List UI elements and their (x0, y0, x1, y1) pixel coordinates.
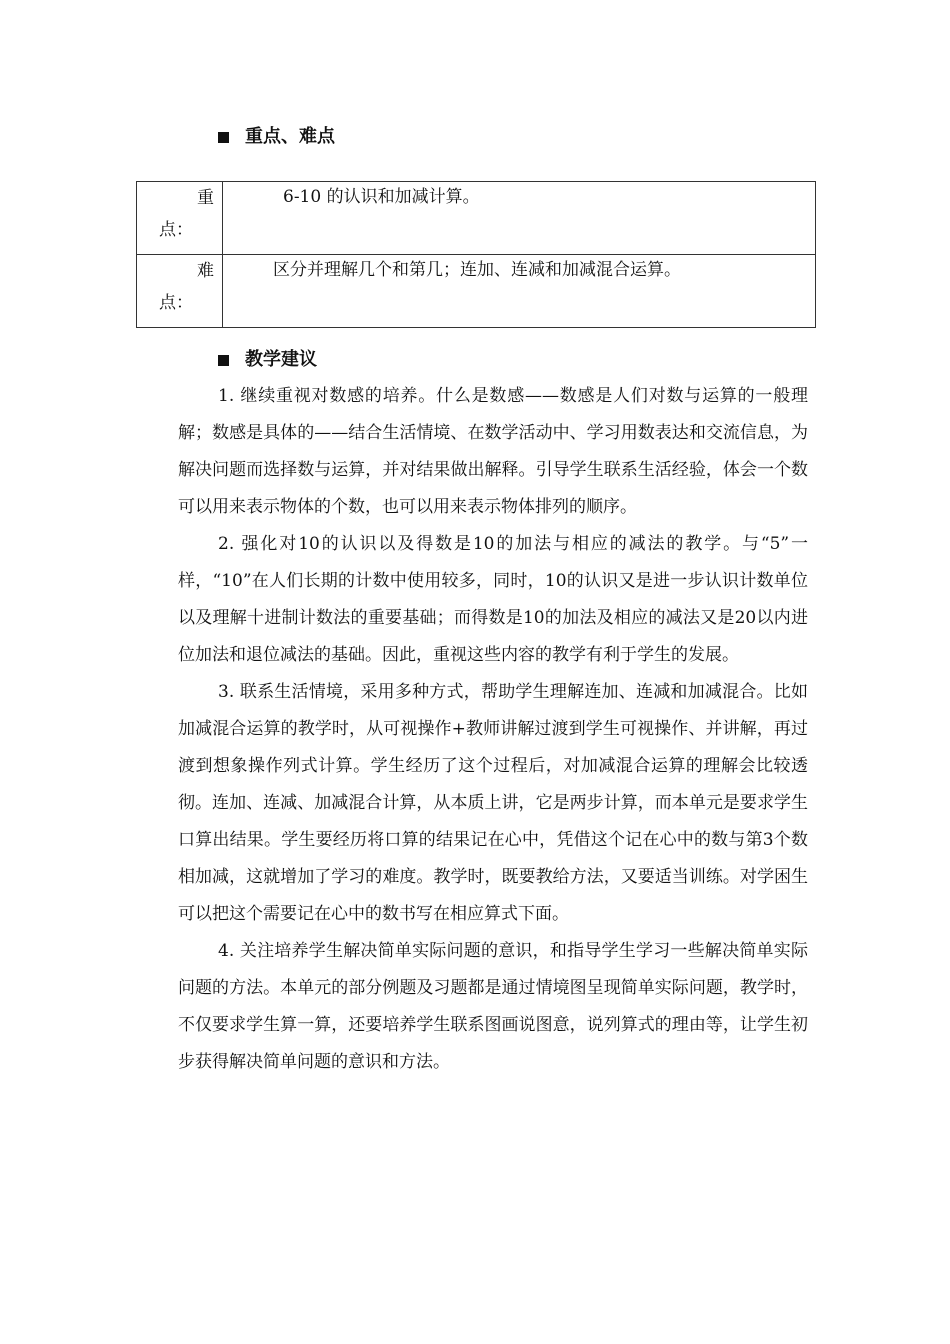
row-content: 区分并理解几个和第几；连加、连减和加减混合运算。 (223, 255, 816, 328)
paragraph: 1. 继续重视对数感的培养。什么是数感——数感是人们对数与运算的一般理解；数感是具体的——结合生活情境、在数学活动中、学习用数表达和交流信息，为解决问题而选择数与运算，并对结果做出解释。引导学生联系生活经验，体会一个数可以用来表示物体的个数，也可以用来表示物体排列的顺序。 (178, 386, 808, 517)
section-heading-text: 重点、难点 (245, 126, 335, 147)
section-heading-key-points (218, 125, 335, 149)
section-heading-text: 教学建议 (245, 349, 317, 370)
row-label: 重 点： (137, 182, 223, 255)
key-points-table (136, 181, 816, 328)
table-row (137, 255, 816, 328)
table-row (137, 182, 816, 255)
row-label: 难 点： (137, 255, 223, 328)
square-bullet-icon (218, 132, 229, 143)
teaching-suggestions-body (178, 378, 808, 1081)
square-bullet-icon (218, 355, 229, 366)
section-heading-teaching-suggestions (218, 348, 317, 372)
row-content: 6-10 的认识和加减计算。 (223, 182, 816, 255)
paragraph: 4. 关注培养学生解决简单实际问题的意识，和指导学生学习一些解决简单实际问题的方法。本单元的部分例题及习题都是通过情境图呈现简单实际问题，教学时，不仅要求学生算一算，还要培养学生联系图画说图意，说列算式的理由等，让学生初步获得解决简单问题的意识和方法。 (178, 941, 808, 1072)
paragraph: 2. 强化对10的认识以及得数是10的加法与相应的减法的教学。与“5”一样，“10”在人们长期的计数中使用较多，同时，10的认识又是进一步认识计数单位以及理解十进制计数法的重要基础；而得数是10的加法及相应的减法又是20以内进位加法和退位减法的基础。因此，重视这些内容的教学有利于学生的发展。 (178, 534, 808, 665)
paragraph: 3. 联系生活情境，采用多种方式，帮助学生理解连加、连减和加减混合。比如加减混合运算的教学时，从可视操作+教师讲解过渡到学生可视操作、并讲解，再过渡到想象操作列式计算。学生经历了这个过程后，对加减混合运算的理解会比较透彻。连加、连减、加减混合计算，从本质上讲，它是两步计算，而本单元是要求学生口算出结果。学生要经历将口算的结果记在心中，凭借这个记在心中的数与第3个数相加减，这就增加了学习的难度。教学时，既要教给方法，又要适当训练。对学困生可以把这个需要记在心中的数书写在相应算式下面。 (178, 682, 808, 924)
